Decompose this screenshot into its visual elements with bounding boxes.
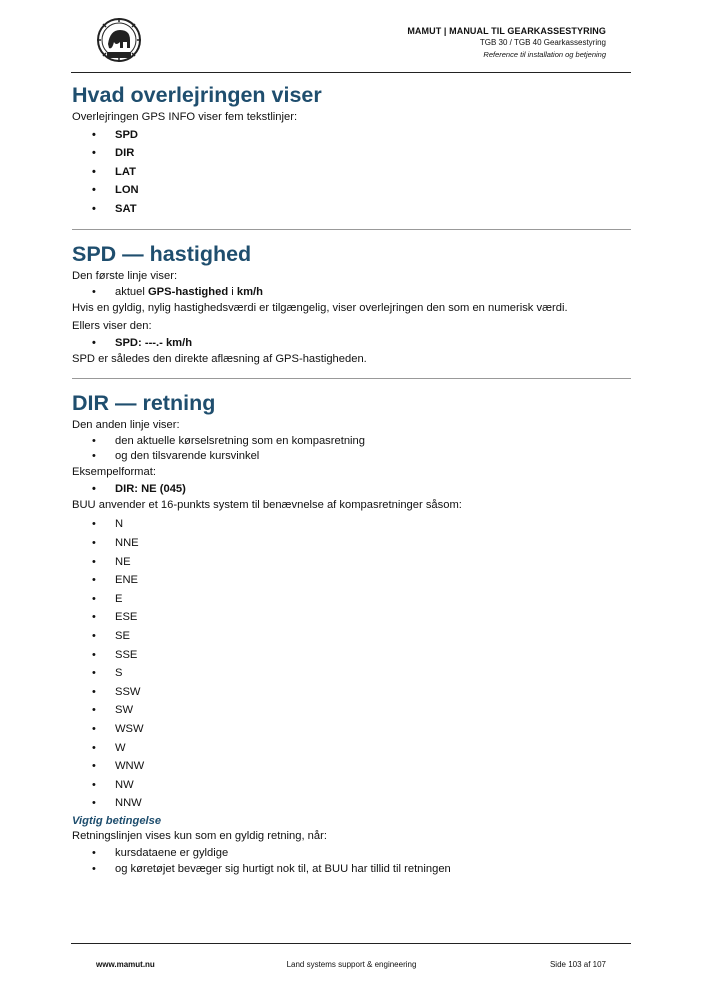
spd-else-text: Ellers viser den: bbox=[72, 319, 152, 332]
list-item: • NNW bbox=[72, 794, 632, 813]
list-item: • S bbox=[72, 664, 632, 683]
section-heading-overlay: Hvad overlejringen viser bbox=[72, 83, 322, 107]
dir-example-list bbox=[72, 482, 632, 498]
list-item: • og køretøjet bevæger sig hurtigt nok til, at BUU har tillid til retningen bbox=[72, 862, 632, 878]
list-item: • N bbox=[72, 515, 632, 534]
header-subtitle: TGB 30 / TGB 40 Gearkassestyring bbox=[479, 38, 606, 47]
list-item: • NW bbox=[72, 776, 632, 795]
list-item: • aktuel GPS-hastighed i km/h bbox=[72, 285, 632, 301]
list-item: • WSW bbox=[72, 720, 632, 739]
list-item: • LAT bbox=[72, 163, 632, 182]
list-item: • SE bbox=[72, 627, 632, 646]
footer-tagline: Land systems support & engineering bbox=[286, 960, 417, 969]
dir-compass-intro: BUU anvender et 16-punkts system til benævnelse af kompasretninger såsom: bbox=[72, 498, 462, 511]
dir-list bbox=[72, 434, 632, 465]
spd-summary: SPD er således den direkte aflæsning af GPS-hastigheden. bbox=[72, 352, 367, 365]
overlay-lines-list bbox=[72, 126, 632, 219]
list-item: • kursdataene er gyldige bbox=[72, 846, 632, 862]
list-item: • NNE bbox=[72, 534, 632, 553]
section-heading-dir: DIR — retning bbox=[72, 391, 216, 416]
list-item: • den aktuelle kørselsretning som en kompasretning bbox=[72, 434, 632, 450]
spd-list bbox=[72, 285, 632, 301]
footer-website: www.mamut.nu bbox=[96, 960, 155, 969]
list-item: • E bbox=[72, 590, 632, 609]
section-divider bbox=[72, 229, 631, 230]
list-item: • og den tilsvarende kursvinkel bbox=[72, 449, 632, 465]
list-item: • LON bbox=[72, 181, 632, 200]
list-item: • DIR bbox=[72, 144, 632, 163]
list-item: • ESE bbox=[72, 608, 632, 627]
spd-intro: Den første linje viser: bbox=[72, 270, 178, 283]
list-item: • SPD: ---.- km/h bbox=[72, 336, 632, 352]
dir-intro: Den anden linje viser: bbox=[72, 419, 180, 432]
list-item: • ENE bbox=[72, 571, 632, 590]
section-heading-spd: SPD — hastighed bbox=[72, 242, 252, 267]
list-item: • DIR: NE (045) bbox=[72, 482, 632, 498]
overlay-intro: Overlejringen GPS INFO viser fem tekstlinjer: bbox=[72, 111, 298, 123]
list-item: • SSE bbox=[72, 646, 632, 665]
list-item: • W bbox=[72, 739, 632, 758]
spd-valid-text: Hvis en gyldig, nylig hastighedsværdi er tilgængelig, viser overlejringen den som en numerisk værdi. bbox=[72, 302, 568, 315]
list-item: • SSW bbox=[72, 683, 632, 702]
spd-fallback-list bbox=[72, 336, 632, 352]
list-item: • SPD bbox=[72, 126, 632, 145]
list-item: • NE bbox=[72, 553, 632, 572]
section-divider bbox=[72, 378, 631, 379]
header-divider bbox=[71, 72, 631, 73]
condition-heading: Vigtig betingelse bbox=[72, 814, 162, 827]
page-content bbox=[72, 80, 632, 877]
header-reference: Reference til installation og betjening bbox=[483, 50, 606, 59]
list-item: • SAT bbox=[72, 200, 632, 219]
conditions-list bbox=[72, 846, 632, 877]
compass-points-list bbox=[72, 515, 632, 813]
footer-divider bbox=[71, 943, 631, 944]
list-item: • WNW bbox=[72, 757, 632, 776]
header-title: MAMUT | MANUAL TIL GEARKASSESTYRING bbox=[407, 26, 606, 36]
dir-example-label: Eksempelformat: bbox=[72, 465, 156, 478]
mamut-logo bbox=[94, 18, 144, 64]
footer-page-number: Side 103 af 107 bbox=[549, 960, 606, 969]
condition-intro: Retningslinjen vises kun som en gyldig retning, når: bbox=[72, 829, 327, 842]
list-item: • SW bbox=[72, 701, 632, 720]
page-header bbox=[407, 25, 606, 61]
